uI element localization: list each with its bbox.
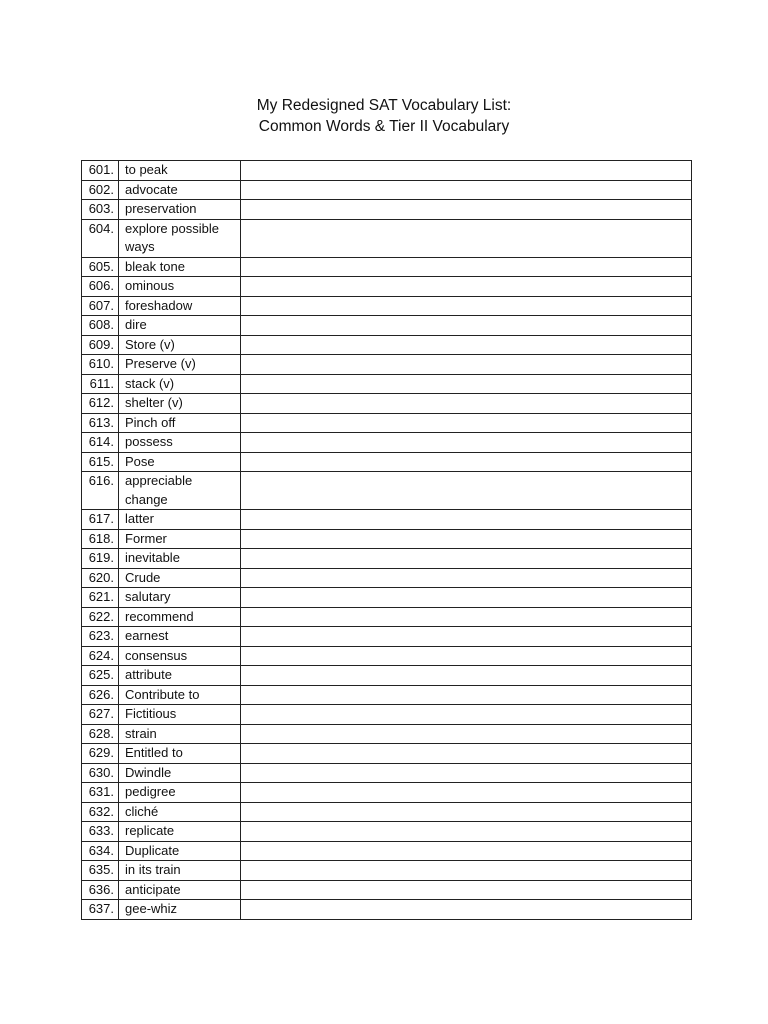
definition-cell[interactable]: [241, 724, 692, 744]
row-number: 614.: [82, 433, 119, 453]
table-row: [82, 200, 692, 220]
definition-cell[interactable]: [241, 588, 692, 608]
title-line-2: Common Words & Tier II Vocabulary: [258, 118, 510, 135]
row-number: 627.: [82, 705, 119, 725]
row-number: 626.: [82, 685, 119, 705]
vocab-word: Pinch off: [119, 413, 241, 433]
row-number: 636.: [82, 880, 119, 900]
row-number: 606.: [82, 277, 119, 297]
row-number: 610.: [82, 355, 119, 375]
row-number: 615.: [82, 452, 119, 472]
definition-cell[interactable]: [241, 355, 692, 375]
table-row: [82, 568, 692, 588]
definition-cell[interactable]: [241, 666, 692, 686]
table-row: [82, 841, 692, 861]
definition-cell[interactable]: [241, 783, 692, 803]
vocabulary-table: [81, 160, 692, 920]
definition-cell[interactable]: [241, 161, 692, 181]
vocab-word: Former: [119, 529, 241, 549]
row-number: 609.: [82, 335, 119, 355]
definition-cell[interactable]: [241, 296, 692, 316]
table-row: [82, 472, 692, 510]
table-row: [82, 219, 692, 257]
table-row: [82, 607, 692, 627]
vocab-word: gee-whiz: [119, 900, 241, 920]
definition-cell[interactable]: [241, 880, 692, 900]
row-number: 633.: [82, 822, 119, 842]
vocab-word: possess: [119, 433, 241, 453]
vocab-word: strain: [119, 724, 241, 744]
definition-cell[interactable]: [241, 646, 692, 666]
definition-cell[interactable]: [241, 510, 692, 530]
definition-cell[interactable]: [241, 277, 692, 297]
table-row: [82, 394, 692, 414]
row-number: 602.: [82, 180, 119, 200]
page-title: [0, 95, 768, 137]
vocab-word: salutary: [119, 588, 241, 608]
vocab-word: Store (v): [119, 335, 241, 355]
definition-cell[interactable]: [241, 219, 692, 257]
vocab-word: stack (v): [119, 374, 241, 394]
table-row: [82, 900, 692, 920]
title-line-1: My Redesigned SAT Vocabulary List:: [256, 97, 512, 114]
definition-cell[interactable]: [241, 335, 692, 355]
table-row: [82, 802, 692, 822]
table-row: [82, 783, 692, 803]
table-row: [82, 296, 692, 316]
definition-cell[interactable]: [241, 374, 692, 394]
row-number: 603.: [82, 200, 119, 220]
vocab-word: preservation: [119, 200, 241, 220]
definition-cell[interactable]: [241, 763, 692, 783]
vocab-word: pedigree: [119, 783, 241, 803]
vocabulary-table-body: [82, 161, 692, 920]
vocab-word: dire: [119, 316, 241, 336]
vocab-word: Dwindle: [119, 763, 241, 783]
row-number: 630.: [82, 763, 119, 783]
row-number: 611.: [82, 374, 119, 394]
definition-cell[interactable]: [241, 200, 692, 220]
table-row: [82, 257, 692, 277]
definition-cell[interactable]: [241, 452, 692, 472]
vocab-word: latter: [119, 510, 241, 530]
table-row: [82, 724, 692, 744]
table-row: [82, 277, 692, 297]
row-number: 607.: [82, 296, 119, 316]
row-number: 616.: [82, 472, 119, 510]
row-number: 605.: [82, 257, 119, 277]
table-row: [82, 452, 692, 472]
definition-cell[interactable]: [241, 685, 692, 705]
vocab-word: in its train: [119, 861, 241, 881]
table-row: [82, 861, 692, 881]
row-number: 613.: [82, 413, 119, 433]
definition-cell[interactable]: [241, 316, 692, 336]
row-number: 629.: [82, 744, 119, 764]
vocab-word: Preserve (v): [119, 355, 241, 375]
table-row: [82, 335, 692, 355]
vocab-word: Fictitious: [119, 705, 241, 725]
row-number: 635.: [82, 861, 119, 881]
definition-cell[interactable]: [241, 568, 692, 588]
vocab-word: bleak tone: [119, 257, 241, 277]
vocab-word: attribute: [119, 666, 241, 686]
vocab-word: anticipate: [119, 880, 241, 900]
definition-cell[interactable]: [241, 413, 692, 433]
vocab-word: recommend: [119, 607, 241, 627]
table-row: [82, 413, 692, 433]
definition-cell[interactable]: [241, 257, 692, 277]
table-row: [82, 588, 692, 608]
definition-cell[interactable]: [241, 607, 692, 627]
vocab-word: Contribute to: [119, 685, 241, 705]
row-number: 604.: [82, 219, 119, 257]
vocab-word: Crude: [119, 568, 241, 588]
row-number: 621.: [82, 588, 119, 608]
vocab-word: Duplicate: [119, 841, 241, 861]
definition-cell[interactable]: [241, 394, 692, 414]
table-row: [82, 374, 692, 394]
table-row: [82, 880, 692, 900]
table-row: [82, 180, 692, 200]
definition-cell[interactable]: [241, 841, 692, 861]
table-row: [82, 355, 692, 375]
table-row: [82, 510, 692, 530]
vocab-word: replicate: [119, 822, 241, 842]
vocab-word: Entitled to: [119, 744, 241, 764]
row-number: 632.: [82, 802, 119, 822]
table-row: [82, 666, 692, 686]
row-number: 631.: [82, 783, 119, 803]
definition-cell[interactable]: [241, 180, 692, 200]
vocab-word: cliché: [119, 802, 241, 822]
table-row: [82, 685, 692, 705]
vocab-word: inevitable: [119, 549, 241, 569]
vocab-word: to peak: [119, 161, 241, 181]
row-number: 620.: [82, 568, 119, 588]
row-number: 625.: [82, 666, 119, 686]
definition-cell[interactable]: [241, 529, 692, 549]
table-row: [82, 646, 692, 666]
definition-cell[interactable]: [241, 705, 692, 725]
vocab-word: foreshadow: [119, 296, 241, 316]
row-number: 637.: [82, 900, 119, 920]
definition-cell[interactable]: [241, 433, 692, 453]
row-number: 619.: [82, 549, 119, 569]
row-number: 623.: [82, 627, 119, 647]
vocab-word: ominous: [119, 277, 241, 297]
row-number: 617.: [82, 510, 119, 530]
vocab-word: Pose: [119, 452, 241, 472]
definition-cell[interactable]: [241, 549, 692, 569]
definition-cell[interactable]: [241, 744, 692, 764]
table-row: [82, 763, 692, 783]
table-row: [82, 529, 692, 549]
table-row: [82, 161, 692, 181]
definition-cell[interactable]: [241, 861, 692, 881]
vocab-word: advocate: [119, 180, 241, 200]
row-number: 622.: [82, 607, 119, 627]
vocab-word: consensus: [119, 646, 241, 666]
table-row: [82, 316, 692, 336]
definition-cell[interactable]: [241, 802, 692, 822]
definition-cell[interactable]: [241, 822, 692, 842]
definition-cell[interactable]: [241, 472, 692, 510]
definition-cell[interactable]: [241, 627, 692, 647]
vocab-word: appreciable change: [119, 472, 241, 510]
table-row: [82, 627, 692, 647]
table-row: [82, 705, 692, 725]
vocab-word: explore possible ways: [119, 219, 241, 257]
table-row: [82, 744, 692, 764]
row-number: 634.: [82, 841, 119, 861]
definition-cell[interactable]: [241, 900, 692, 920]
vocab-word: earnest: [119, 627, 241, 647]
row-number: 608.: [82, 316, 119, 336]
row-number: 601.: [82, 161, 119, 181]
table-row: [82, 433, 692, 453]
row-number: 624.: [82, 646, 119, 666]
table-row: [82, 822, 692, 842]
row-number: 618.: [82, 529, 119, 549]
table-row: [82, 549, 692, 569]
row-number: 628.: [82, 724, 119, 744]
vocab-word: shelter (v): [119, 394, 241, 414]
row-number: 612.: [82, 394, 119, 414]
